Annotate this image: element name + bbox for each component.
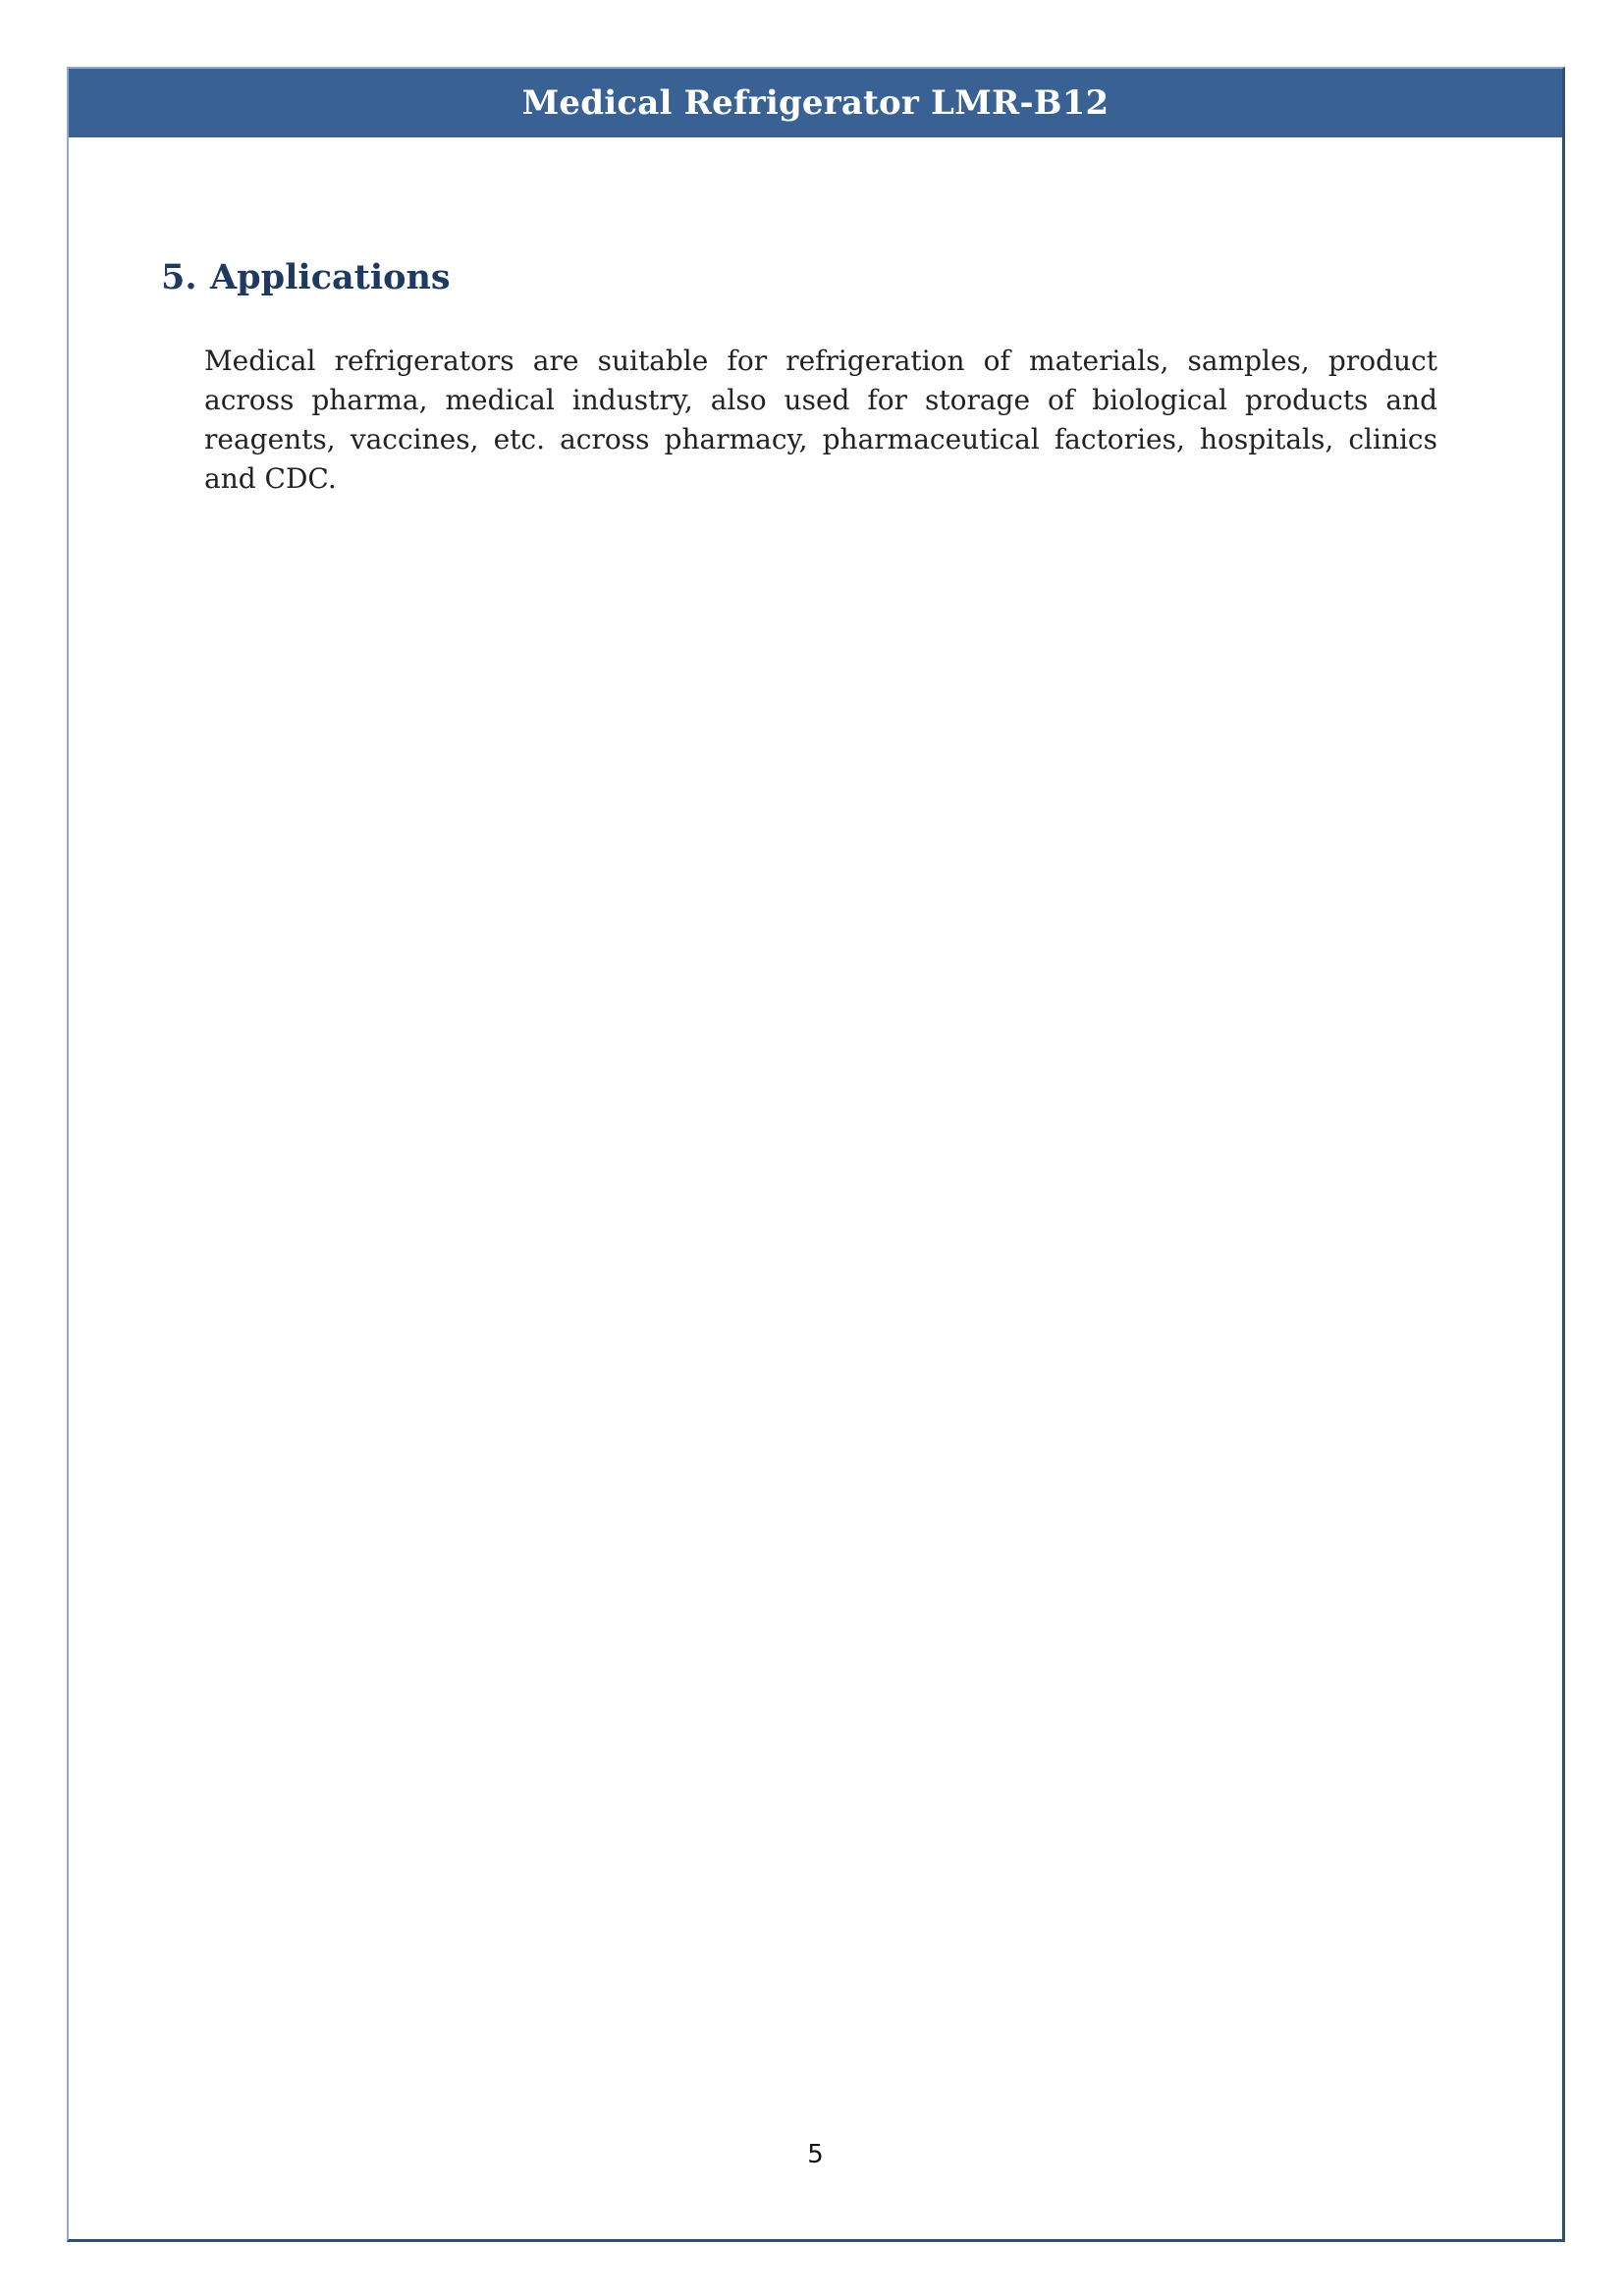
- header-bar: [69, 69, 1562, 137]
- section-body-paragraph: Medical refrigerators are suitable for refrigeration of materials, samples, product across pharma, medical industry, also used for storage of biological products and reagents, vaccines, etc. across pharmacy, pharmaceutical factories, hospitals, clinics and CDC.: [204, 345, 1437, 495]
- section-number: 5.: [161, 257, 197, 297]
- section-title: Applications: [210, 257, 451, 297]
- page-number: 5: [807, 2140, 824, 2169]
- section-heading: [161, 257, 451, 298]
- page-frame: [67, 67, 1565, 2242]
- document-title: Medical Refrigerator LMR-B12: [521, 83, 1110, 123]
